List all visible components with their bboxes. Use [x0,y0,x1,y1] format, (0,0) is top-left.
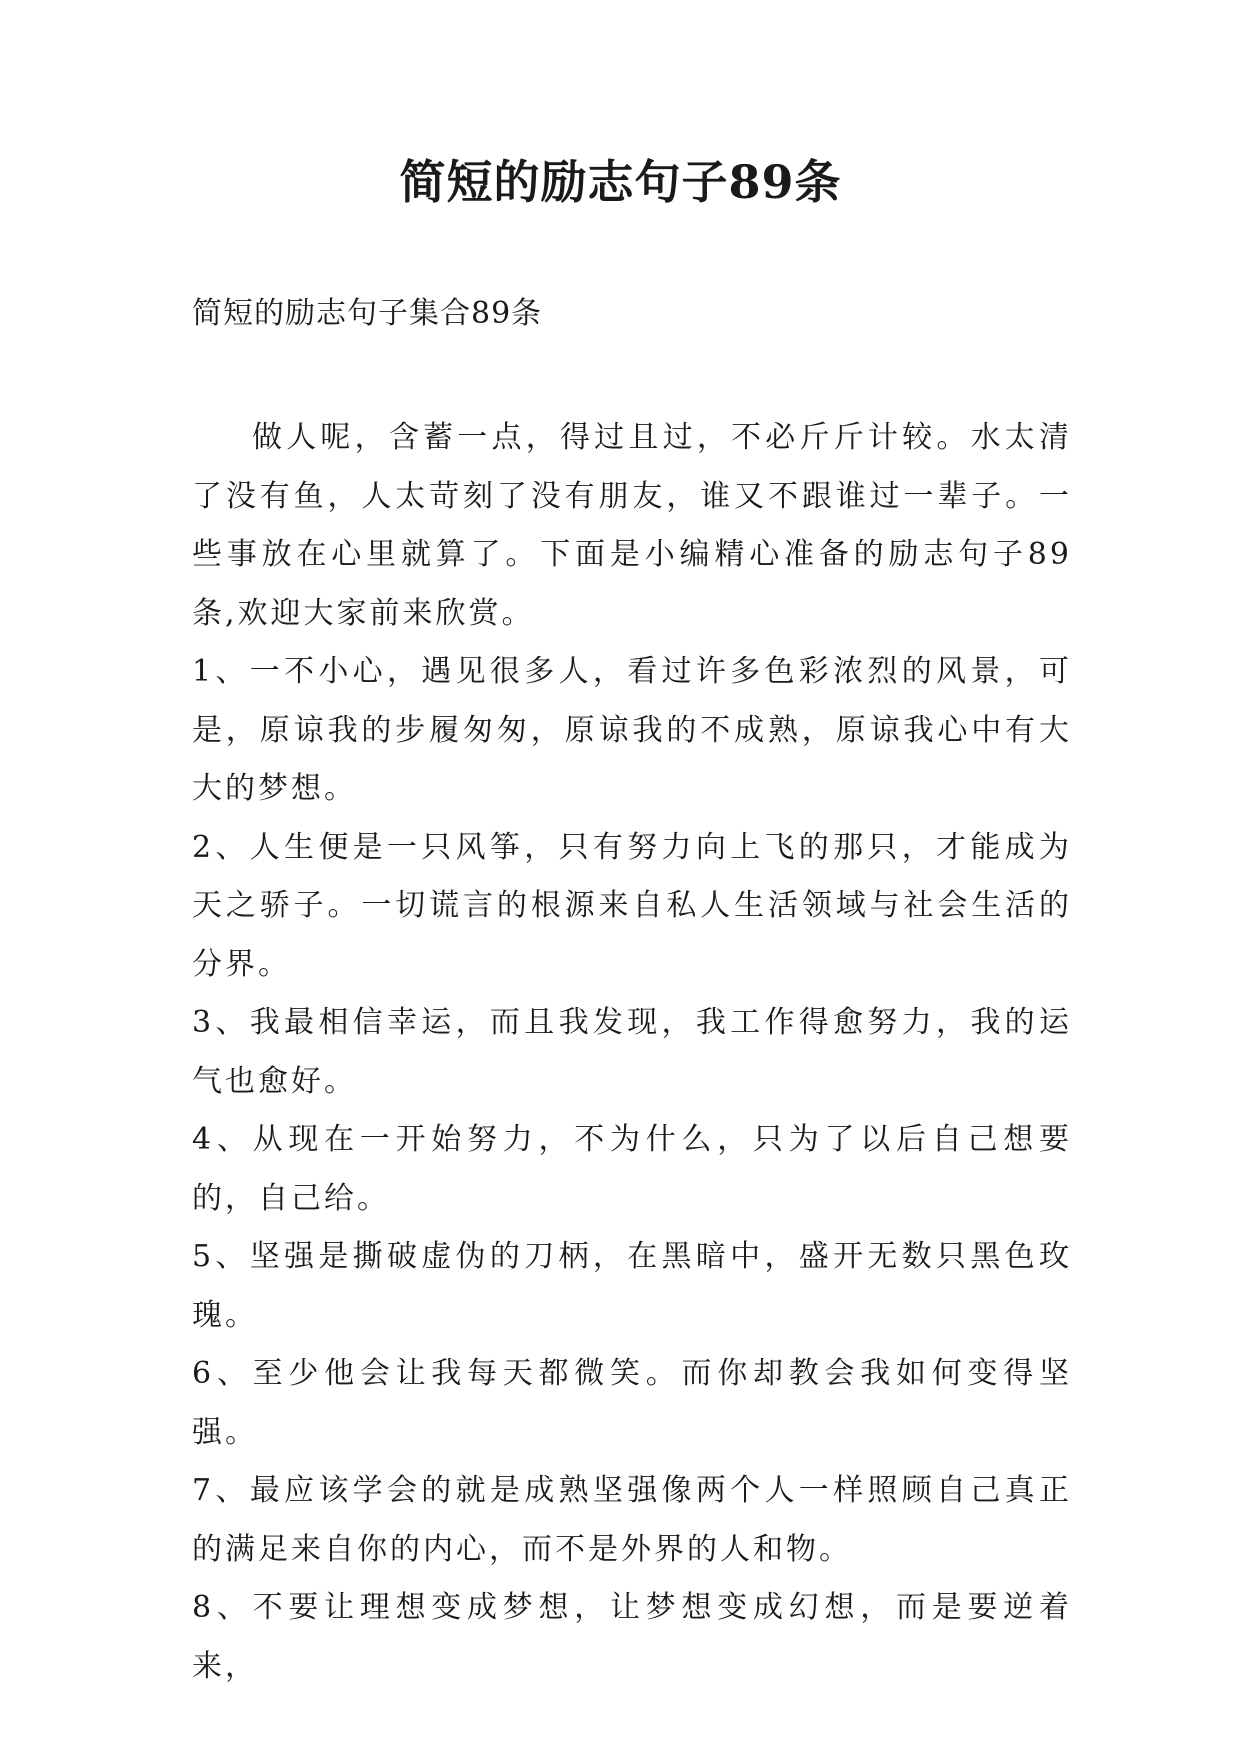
list-item: 5、坚强是撕破虚伪的刀柄，在黑暗中，盛开无数只黑色玫瑰。 [192,1239,1072,1333]
list-item: 7、最应该学会的就是成熟坚强像两个人一样照顾自己真正的满足来自你的内心，而不是外界的人和物。 [192,1473,1072,1567]
intro-paragraph: 做人呢，含蓄一点，得过且过，不必斤斤计较。水太清了没有鱼，人太苛刻了没有朋友，谁又不跟谁过一辈子。一些事放在心里就算了。下面是小编精心准备的励志句子89条,欢迎大家前来欣赏。 [192,420,1072,631]
page-title: 简短的励志句子89条 [399,155,842,209]
list-item: 2、人生便是一只风筝，只有努力向上飞的那只，才能成为天之骄子。一切谎言的根源来自私人生活领域与社会生活的分界。 [192,829,1072,982]
list-item: 8、不要让理想变成梦想，让梦想变成幻想，而是要逆着来， [192,1590,1072,1684]
document-subtitle: 简短的励志句子集合89条 [192,296,543,331]
list-item: 3、我最相信幸运，而且我发现，我工作得愈努力，我的运气也愈好。 [192,1005,1072,1099]
document-body [192,409,1072,1696]
list-item: 4、从现在一开始努力，不为什么，只为了以后自己想要的，自己给。 [192,1122,1072,1216]
list-item: 1、一不小心，遇见很多人，看过许多色彩浓烈的风景，可是，原谅我的步履匆匆，原谅我的不成熟，原谅我心中有大大的梦想。 [192,654,1072,806]
list-item: 6、至少他会让我每天都微笑。而你却教会我如何变得坚强。 [192,1356,1072,1450]
